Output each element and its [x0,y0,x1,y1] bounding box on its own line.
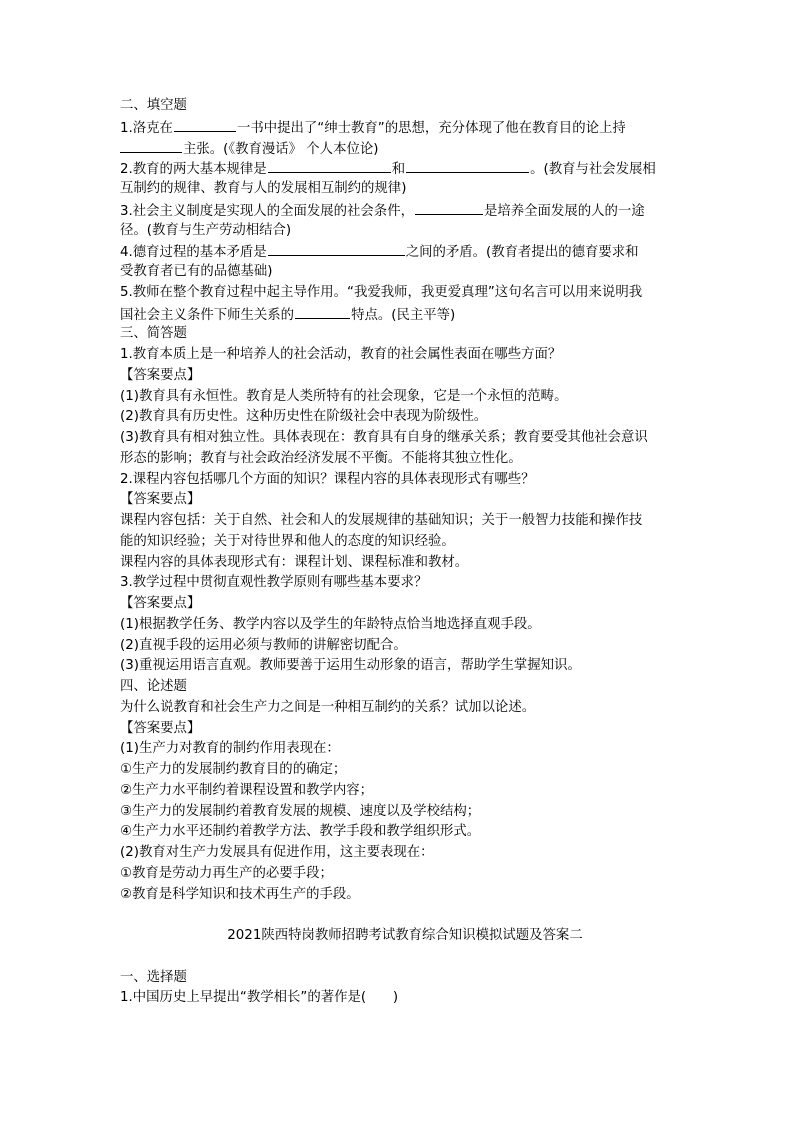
essay-answer: (2)教育对生产力发展具有促进作用，这主要表现在： [120,845,434,860]
answer-label: 【答案要点】 [120,596,201,611]
spacer [120,947,690,968]
section-heading-fill-in: 二、填空题 [120,98,187,113]
section-heading-short-answer: 三、简答题 [120,326,187,342]
answer-label: 【答案要点】 [120,367,201,383]
sa-q1-answer: (2)教育具有历史性。这种历史性在阶级社会中表现为阶级性。 [120,409,488,425]
answer-blank [268,241,405,256]
sa-q3-question: 3.教学过程中贯彻直观性教学原则有哪些基本要求？ [120,575,428,591]
fill-q5-line1: 5.教师在整个教育过程中起主导作用。“我爱我师，我更爱真理”这句名言可以用来说明我 [120,284,643,300]
essay-answer: ①生产力的发展制约教育目的的确定； [120,762,347,777]
sa-q3-answer: (1)根据教学任务、教学内容以及学生的年龄特点恰当地选择直观手段。 [120,616,541,632]
fill-q3-line2: 径。(教育与生产劳动相结合) [120,222,292,238]
section-heading-multiple-choice: 一、选择题 [120,969,187,985]
sa-q2-question: 2.课程内容包括哪几个方面的知识？课程内容的具体表现形式有哪些？ [120,471,535,487]
fill-q2-line2: 互制约的规律、教育与人的发展相互制约的规律) [120,181,407,196]
document-title: 2021陕西特岗教师招聘考试教育综合知识模拟试题及答案二 [227,928,583,943]
essay-answer: (1)生产力对教育的制约作用表现在： [120,741,340,757]
sa-q1-answer: (1)教育具有永恒性。教育是人类所特有的社会现象，它是一个永恒的范畴。 [120,388,568,404]
answer-label: 【答案要点】 [120,492,201,508]
sa-q1-answer: (3)教育具有相对独立性。具体表现在：教育具有自身的继承关系；教育要受其他社会意识 [120,430,648,445]
essay-answer: ②教育是科学知识和技术再生产的手段。 [120,886,360,902]
answer-blank [174,117,236,132]
essay-answer: ①教育是劳动力再生产的必要手段； [120,865,333,881]
essay-answer: ②生产力水平制约着课程设置和教学内容； [120,782,374,798]
sa-q2-answer: 课程内容的具体表现形式有：课程计划、课程标准和教材。 [120,554,469,570]
fill-q4-line1: 4.德育过程的基本矛盾是 之间的矛盾。(教育者提出的德育要求和 [120,241,690,262]
section-heading-essay: 四、论述题 [120,679,187,694]
essay-answer: ④生产力水平还制约着教学方法、教学手段和教学组织形式。 [120,824,481,840]
fill-q1-line1: 1.洛克在 一书中提出了“绅士教育”的思想，充分体现了他在教育目的论上持 [120,117,690,138]
sa-q2-answer: 课程内容包括：关于自然、社会和人的发展规律的基础知识；关于一般智力技能和操作技 [120,513,643,528]
sa-q3-answer: (3)重视运用语言直观。教师要善于运用生动形象的语言，帮助学生掌握知识。 [120,658,581,674]
sa-q2-answer: 能的知识经验；关于对待世界和他人的态度的知识经验。 [120,533,455,549]
fill-q5-line2: 国社会主义条件下师生关系的 特点。(民主平等) [120,304,690,325]
fill-q2-line1: 2.教育的两大基本规律是 和 。(教育与社会发展相 [120,158,690,179]
answer-blank [295,304,350,319]
answer-blank [415,200,483,215]
answer-blank [406,158,529,173]
essay-answer: ③生产力的发展制约着教育发展的规模、速度以及学校结构； [120,803,481,819]
fill-q4-line2: 受教育者已有的品德基础) [120,264,273,279]
answer-label: 【答案要点】 [120,720,201,736]
answer-blank [268,158,391,173]
sa-q3-answer: (2)直视手段的运用必须与教师的讲解密切配合。 [120,637,407,653]
fill-q3-line1: 3.社会主义制度是实现人的全面发展的社会条件， 是培养全面发展的人的一途 [120,200,690,221]
answer-blank [120,138,182,153]
sa-q1-question: 1.教育本质上是一种培养人的社会活动，教育的社会属性表面在哪些方面？ [120,347,562,362]
sa-q1-answer: 形态的影响；教育与社会政治经济发展不平衡。不能将其独立性化。 [120,450,522,466]
fill-q1-line2: 主张。(《教育漫话》 个人本位论) [120,138,690,159]
mc-q1: 1.中国历史上早提出“教学相长”的著作是( ) [120,990,399,1006]
document-page [120,96,690,1009]
spacer [120,905,690,926]
essay-question: 为什么说教育和社会生产力之间是一种相互制约的关系？试加以论述。 [120,699,536,715]
